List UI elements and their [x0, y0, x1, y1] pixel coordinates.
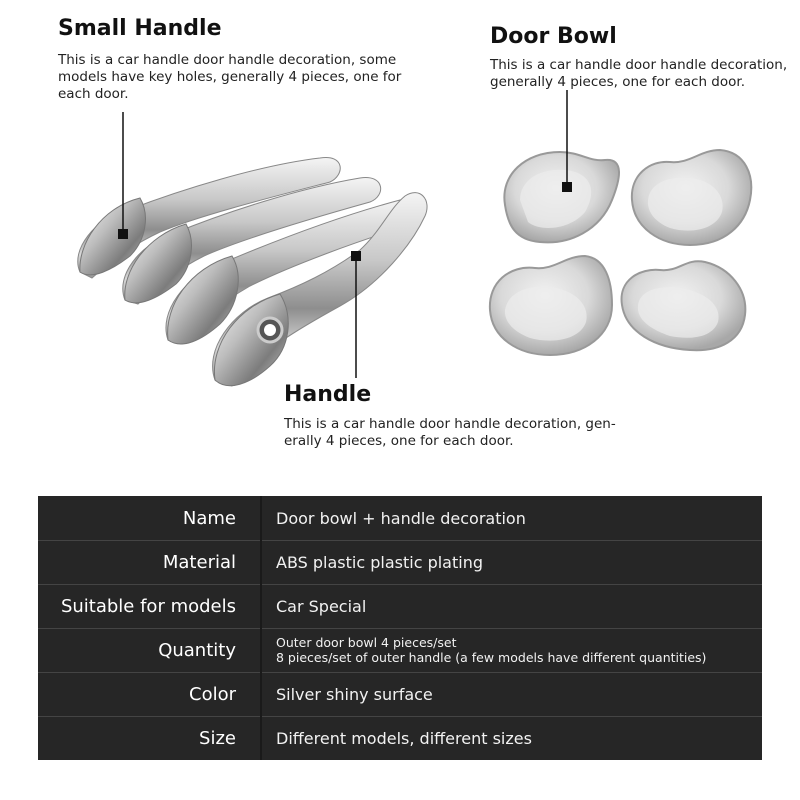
spec-label: Suitable for models: [60, 595, 236, 617]
description-line: This is a car handle door handle decoration, some: [58, 52, 397, 68]
spec-value: [262, 496, 762, 540]
spec-value-line: 8 pieces/set of outer handle (a few models have different quantities): [276, 650, 707, 665]
spec-label: Quantity: [158, 639, 236, 661]
spec-row-name: [38, 496, 762, 540]
spec-row-color: [38, 672, 762, 716]
spec-value: [262, 716, 762, 760]
spec-row-models: [38, 584, 762, 628]
spec-value: [262, 628, 762, 672]
door-bowl-description: [490, 57, 787, 91]
spec-label: Material: [162, 551, 236, 573]
spec-value: [262, 672, 762, 716]
door-bowl-title: Door Bowl: [490, 24, 617, 49]
door-bowl-piece-1: [504, 152, 619, 242]
small-handle-title: Small Handle: [58, 16, 222, 41]
description-line: This is a car handle door handle decoration,: [490, 57, 788, 73]
spec-value: [262, 584, 762, 628]
spec-row-quantity: [38, 628, 762, 672]
spec-value-line: ABS plastic plastic plating: [276, 552, 483, 572]
column-divider: [260, 496, 262, 760]
spec-row-size: [38, 716, 762, 760]
spec-value-line: Car Special: [276, 596, 367, 616]
spec-label: Name: [182, 507, 236, 529]
spec-value-line: Door bowl + handle decoration: [276, 508, 526, 528]
door-bowl-piece-2: [632, 150, 751, 245]
handle-description: [284, 416, 616, 450]
small-handle-description: [58, 52, 401, 103]
description-line: models have key holes, generally 4 pieces, one for: [58, 69, 402, 85]
door-bowl-piece-3: [490, 256, 612, 355]
spec-label: Size: [199, 727, 236, 749]
spec-value-line: Silver shiny surface: [276, 684, 433, 704]
description-line: generally 4 pieces, one for each door.: [490, 74, 745, 90]
spec-value-line: Different models, different sizes: [276, 728, 532, 748]
spec-row-material: [38, 540, 762, 584]
spec-table: [38, 496, 762, 760]
spec-label: Color: [189, 683, 236, 705]
description-line: erally 4 pieces, one for each door.: [284, 433, 514, 449]
description-line: each door.: [58, 86, 129, 102]
spec-value: [262, 540, 762, 584]
spec-value-line: Outer door bowl 4 pieces/set: [276, 635, 457, 650]
handle-title: Handle: [284, 382, 372, 407]
door-bowl-piece-4: [622, 261, 746, 350]
description-line: This is a car handle door handle decoration, gen-: [284, 416, 616, 432]
